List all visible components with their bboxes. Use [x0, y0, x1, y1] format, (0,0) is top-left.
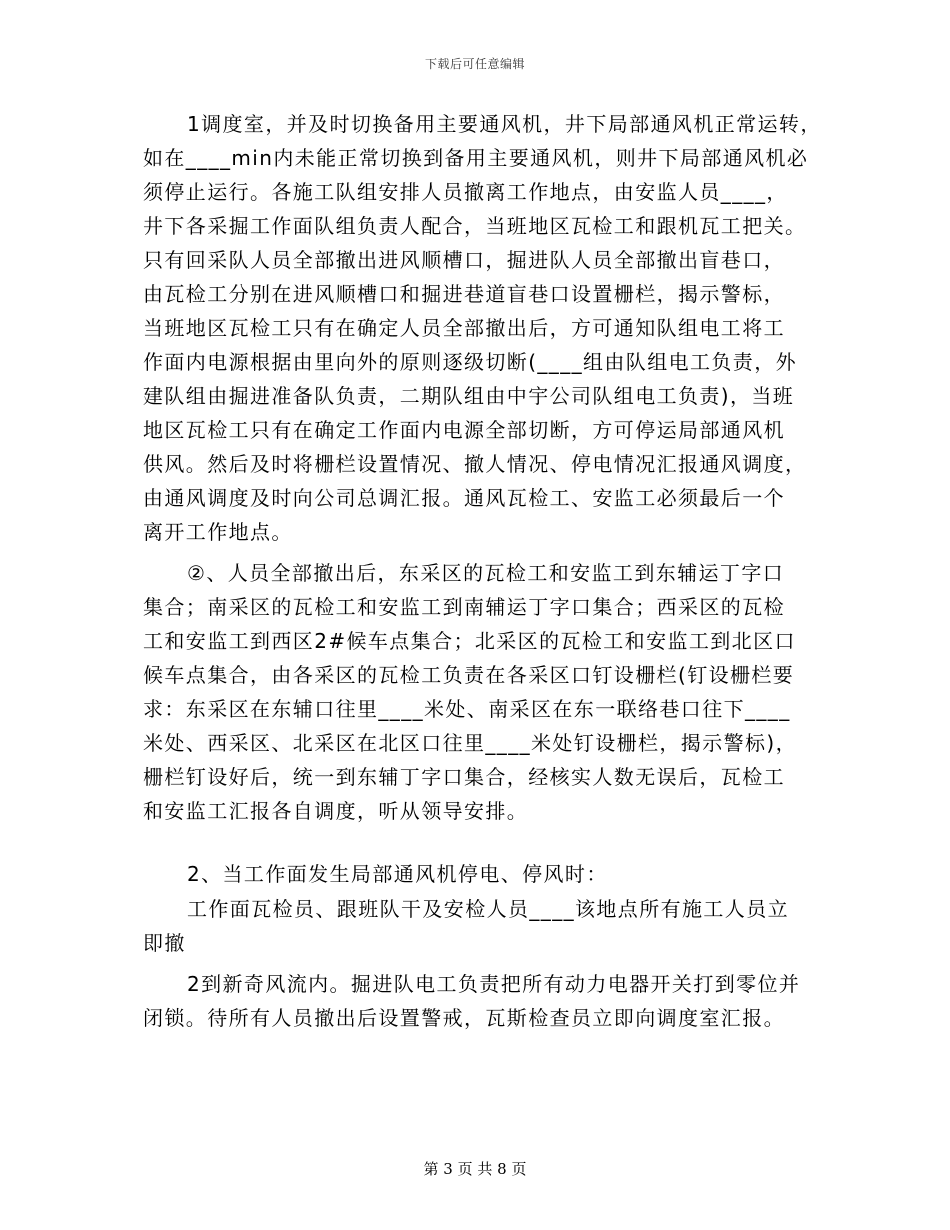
page-number: 第 3 页 共 8 页 — [423, 1160, 527, 1178]
text-line: 供风。然后及时将栅栏设置情况、撤人情况、停电情况汇报通风调度， — [143, 452, 807, 476]
text-line: 工和安监工到西区2#候车点集合；北采区的瓦检工和安监工到北区口 — [143, 629, 796, 653]
text-line: 2到新奇风流内。掘进队电工负责把所有动力电器开关打到零位并 — [187, 972, 801, 996]
text-line: 须停止运行。各施工队组安排人员撤离工作地点，由安监人员____， — [143, 180, 788, 204]
page-header: 下载后可任意编辑 — [424, 57, 525, 71]
text-line: 当班地区瓦检工只有在确定人员全部撤出后，方可通知队组电工将工 — [143, 316, 785, 340]
text-line: 工作面瓦检员、跟班队干及安检人员____该地点所有施工人员立 — [187, 897, 789, 921]
text-line: 作面内电源根据由里向外的原则逐级切断(____组由队组电工负责，外 — [143, 350, 798, 374]
text-line: 米处、西采区、北采区在北区口往里____米处钉设栅栏，揭示警标)， — [143, 731, 798, 755]
text-line: 栅栏钉设好后，统一到东辅丁字口集合，经核实人数无误后，瓦检工 — [143, 765, 785, 789]
text-line: 1调度室，并及时切换备用主要通风机，井下局部通风机正常运转， — [187, 112, 822, 136]
text-line: 和安监工汇报各自调度，听从领导安排。 — [143, 799, 529, 823]
text-line: 只有回采队人员全部撤出进风顺槽口，掘进队人员全部撤出盲巷口， — [143, 248, 785, 272]
text-line: 集合；南采区的瓦检工和安监工到南辅运丁字口集合；西采区的瓦检 — [143, 595, 785, 619]
text-line: 闭锁。待所有人员撤出后设置警戒，瓦斯检查员立即向调度室汇报。 — [143, 1006, 785, 1030]
text-line: ②、人员全部撤出后，东采区的瓦检工和安监工到东辅运丁字口 — [187, 561, 785, 585]
text-line: 建队组由掘进准备队负责，二期队组由中宇公司队组电工负责)，当班 — [143, 384, 795, 408]
text-line: 即撤 — [143, 931, 186, 955]
text-line: 由通风调度及时向公司总调汇报。通风瓦检工、安监工必须最后一个 — [143, 486, 785, 510]
text-line: 离开工作地点。 — [143, 520, 293, 544]
text-line: 求：东采区在东辅口往里____米处、南采区在东一联络巷口往下____ — [143, 697, 791, 721]
text-line: 如在____min内未能正常切换到备用主要通风机，则井下局部通风机必 — [143, 146, 809, 170]
text-line: 由瓦检工分别在进风顺槽口和掘进巷道盲巷口设置栅栏，揭示警标， — [143, 282, 785, 306]
text-line: 2、当工作面发生局部通风机停电、停风时： — [187, 862, 608, 886]
text-line: 井下各采掘工作面队组负责人配合，当班地区瓦检工和跟机瓦工把关。 — [143, 214, 807, 238]
text-line: 候车点集合，由各采区的瓦检工负责在各采区口钉设栅栏(钉设栅栏要 — [143, 663, 795, 687]
text-line: 地区瓦检工只有在确定工作面内电源全部切断，方可停运局部通风机 — [143, 418, 785, 442]
